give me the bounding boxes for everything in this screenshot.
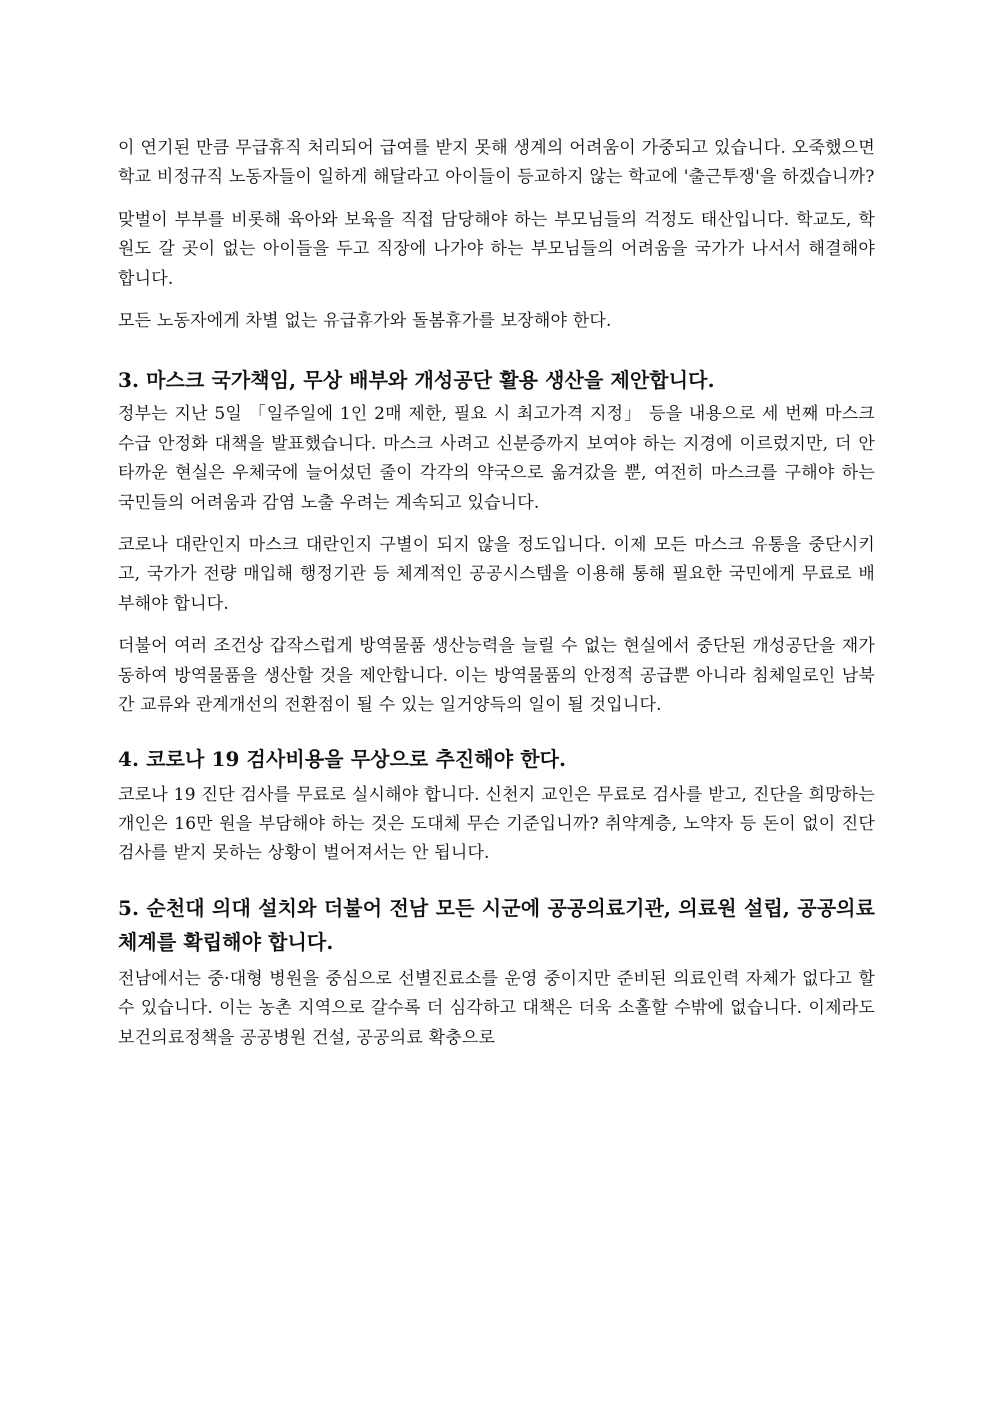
section-4-heading: 4. 코로나 19 검사비용을 무상으로 추진해야 한다. <box>118 746 567 771</box>
section-4-paragraph-1: 코로나 19 진단 검사를 무료로 실시해야 합니다. 신천지 교인은 무료로 검사를 받고, 진단을 희망하는 개인은 16만 원을 부담해야 하는 것은 도대체 무슨 기준입니까? 취약계층, 노약자 등 돈이 없이 진단 검사를 받지 못하는 상황이 벌어져서는 안 됩니다. <box>118 784 875 864</box>
section-5-paragraph-1: 전남에서는 중·대형 병원을 중심으로 선별진료소를 운영 중이지만 준비된 의료인력 자체가 없다고 할 수 있습니다. 이는 농촌 지역으로 갈수록 더 심각하고 대책은 더욱 소홀할 수밖에 없습니다. 이제라도 보건의료정책을 공공병원 건설, 공공의료 확충으로 <box>118 968 875 1048</box>
paragraph-parents-worry: 맞벌이 부부를 비롯해 육아와 보육을 직접 담당해야 하는 부모님들의 걱정도 태산입니다. 학교도, 학원도 갈 곳이 없는 아이들을 두고 직장에 나가야 하는 부모님들의 어려움을 국가가 나서서 해결해야 합니다. <box>118 209 875 289</box>
paragraph-unpaid-leave: 이 연기된 만큼 무급휴직 처리되어 급여를 받지 못해 생계의 어려움이 가중되고 있습니다. 오죽했으면 학교 비정규직 노동자들이 일하게 해달라고 아이들이 등교하지 않는 학교에 '출근투쟁'을 하겠습니까? <box>118 138 875 188</box>
section-3-paragraph-3: 더불어 여러 조건상 갑작스럽게 방역물품 생산능력을 늘릴 수 없는 현실에서 중단된 개성공단을 재가동하여 방역물품을 생산할 것을 제안합니다. 이는 방역물품의 안정적 공급뿐 아니라 침체일로인 남북 간 교류와 관계개선의 전환점이 될 수 있는 일거양득의 일이 될 것입니다. <box>118 636 875 716</box>
paragraph-paid-leave: 모든 노동자에게 차별 없는 유급휴가와 돌봄휴가를 보장해야 한다. <box>118 311 612 332</box>
section-3-paragraph-2: 코로나 대란인지 마스크 대란인지 구별이 되지 않을 정도입니다. 이제 모든 마스크 유통을 중단시키고, 국가가 전량 매입해 행정기관 등 체계적인 공공시스템을 이용해 통해 필요한 국민에게 무료로 배부해야 합니다. <box>118 535 875 614</box>
section-5-heading: 5. 순천대 의대 설치와 더불어 전남 모든 시군에 공공의료기관, 의료원 설립, 공공의료체계를 확립해야 합니다. <box>118 895 875 954</box>
section-3-paragraph-1: 정부는 지난 5일 「일주일에 1인 2매 제한, 필요 시 최고가격 지정」 등을 내용으로 세 번째 마스크 수급 안정화 대책을 발표했습니다. 마스크 사려고 신분증까지 보여야 하는 지경에 이르렀지만, 더 안타까운 현실은 우체국에 늘어섰던 줄이 각각의 약국으로 옮겨갔을 뿐, 여전히 마스크를 구해야 하는 국민들의 어려움과 감염 노출 우려는 계속되고 있습니다. <box>118 404 875 513</box>
document-page <box>118 134 875 1066</box>
section-3-heading: 3. 마스크 국가책임, 무상 배부와 개성공단 활용 생산을 제안합니다. <box>118 368 715 393</box>
